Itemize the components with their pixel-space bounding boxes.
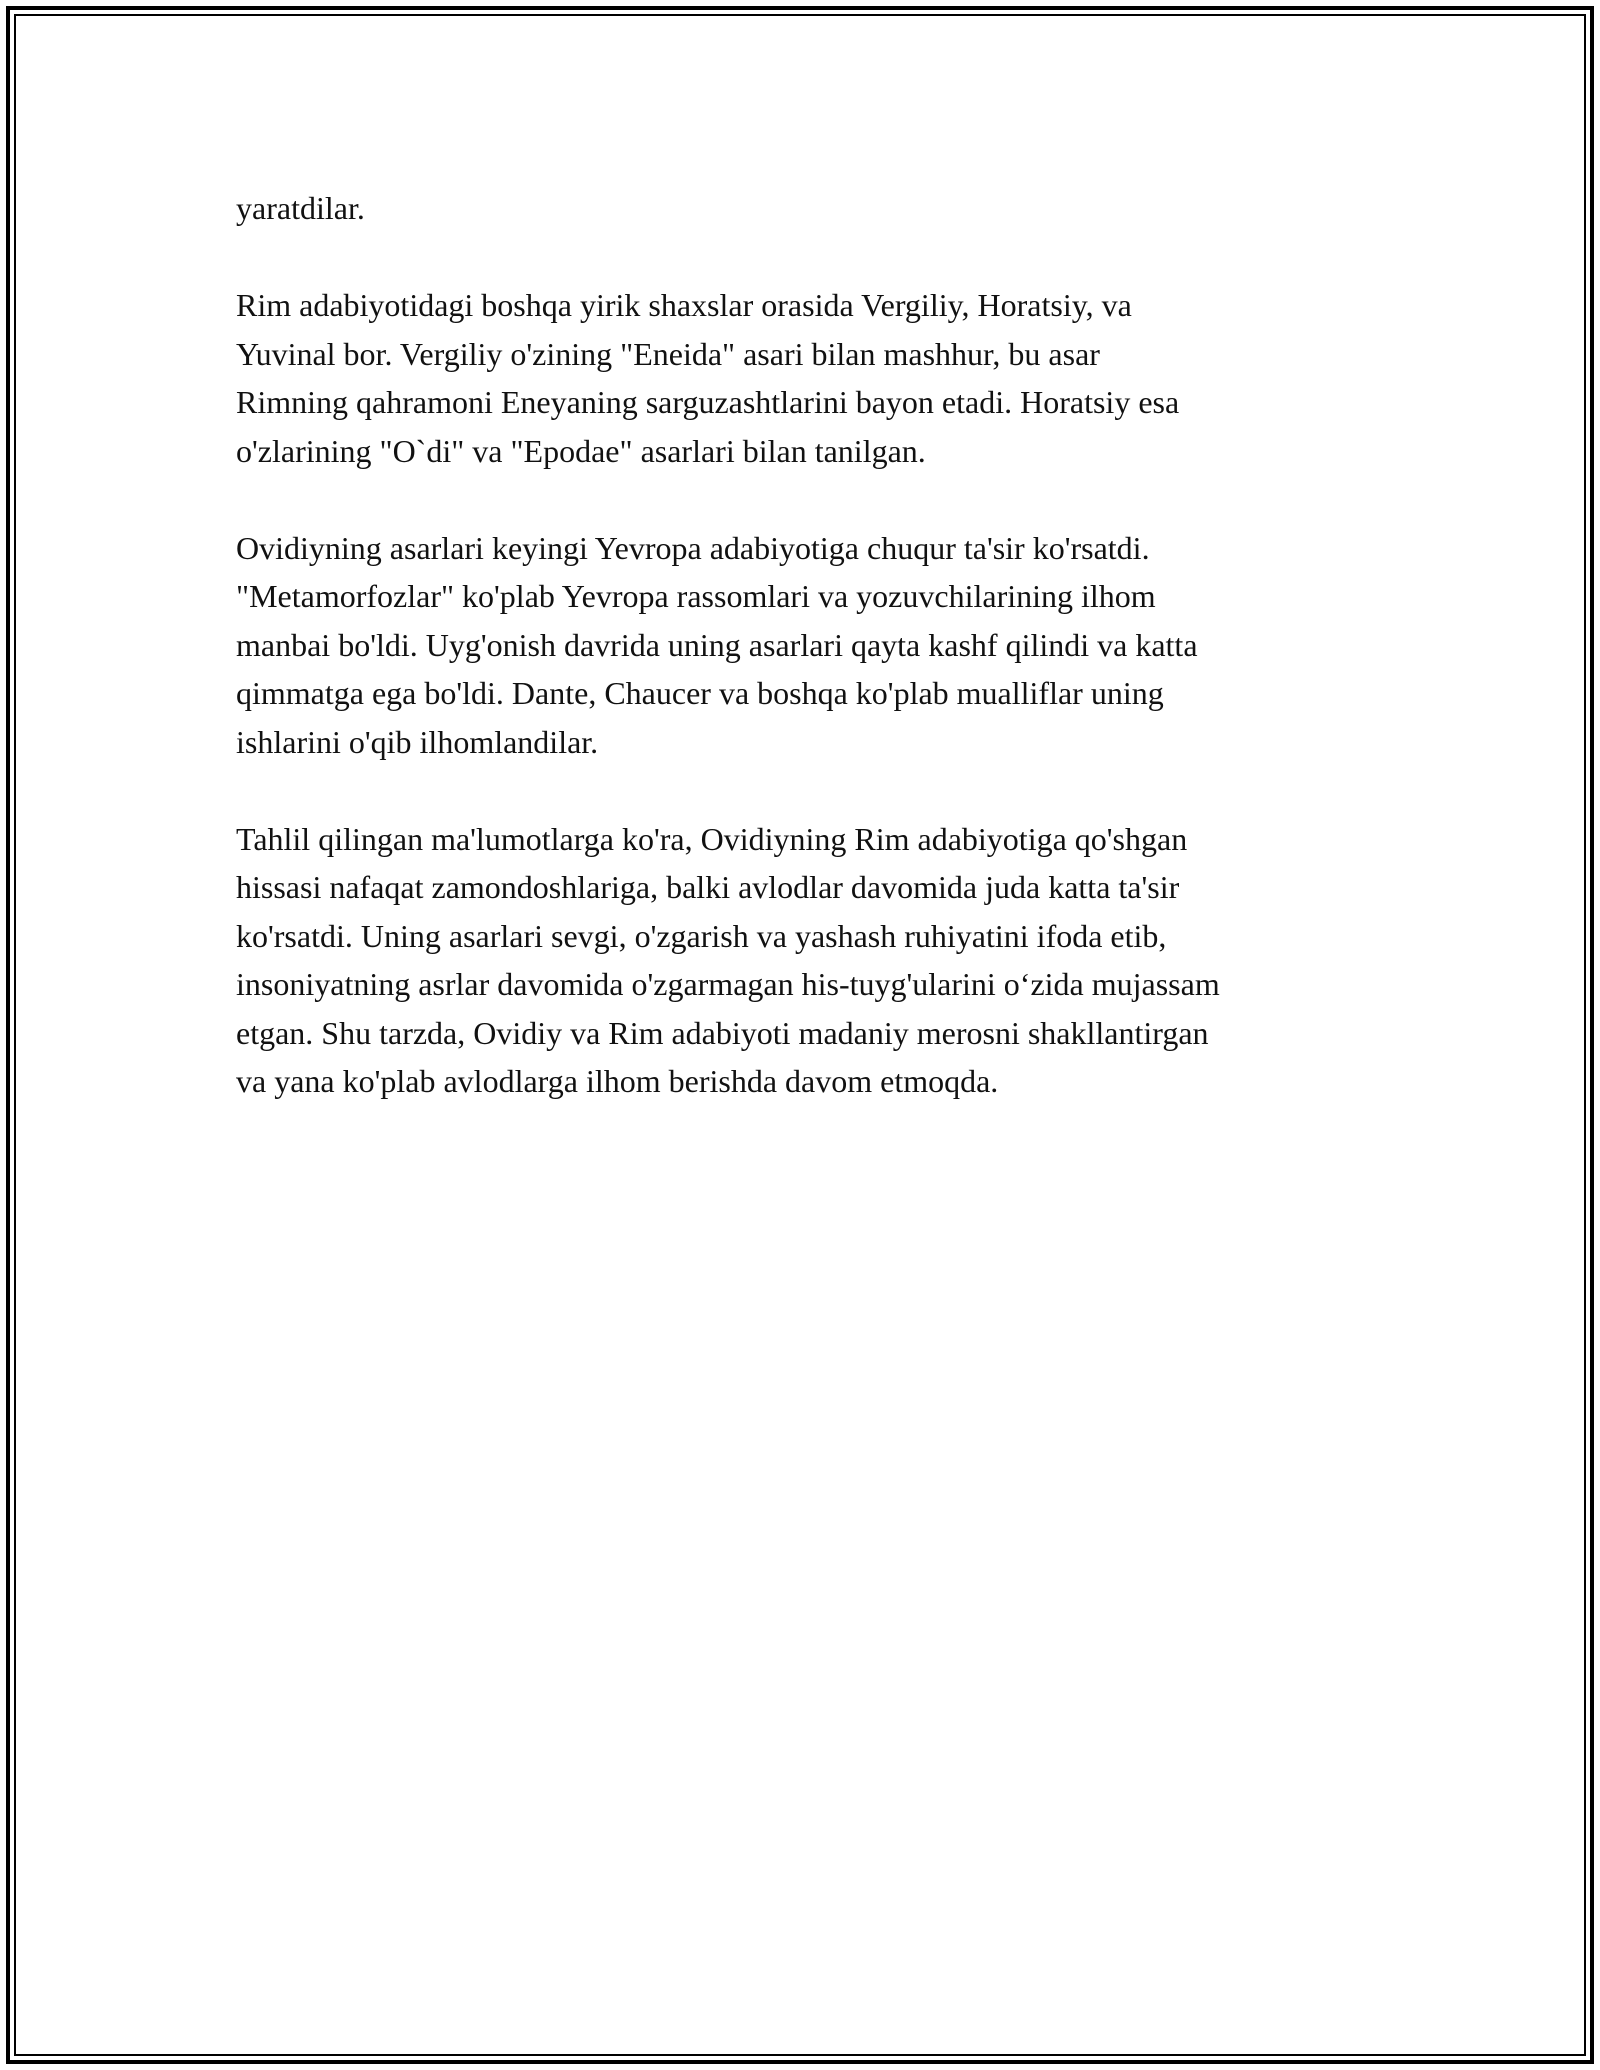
paragraph-4: Tahlil qilingan ma'lumotlarga ko'ra, Ovidiyning Rim adabiyotiga qo'shgan hissasi nafaqat zamondoshlariga, balki avlodlar davomida juda katta ta'sir ko'rsatdi. Uning asarlari sevgi, o'zgarish va yashash ruhiyatini ifoda etib, insoniyatning asrlar davomida o'zgarmagan his-tuyg'ularini o‘zida mujassam etgan. Shu tarzda, Ovidiy va Rim adabiyoti madaniy merosni shakllantirgan va yana ko'plab avlodlarga ilhom berishda davom etmoqda. (236, 820, 1220, 1099)
paragraph-3: Ovidiyning asarlari keyingi Yevropa adabiyotiga chuqur ta'sir ko'rsatdi. "Metamorfozlar" ko'plab Yevropa rassomlari va yozuvchilarining ilhom manbai bo'ldi. Uyg'onish davrida uning asarlari qayta kashf qilindi va katta qimmatga ega bo'ldi. Dante, Chaucer va boshqa ko'plab mualliflar uning ishlarini o'qib ilhomlandilar. (236, 529, 1198, 760)
document-body (236, 184, 1416, 1154)
paragraph-1: yaratdilar. (236, 190, 365, 226)
paragraph-2: Rim adabiyotidagi boshqa yirik shaxslar orasida Vergiliy, Horatsiy, va Yuvinal bor. Vergiliy o'zining "Eneida" asari bilan mashhur, bu asar Rimning qahramoni Eneyaning sarguzashtlarini bayon etadi. Horatsiy esa o'zlarining "O`di" va "Epodae" asarlari bilan tanilgan. (236, 287, 1180, 469)
